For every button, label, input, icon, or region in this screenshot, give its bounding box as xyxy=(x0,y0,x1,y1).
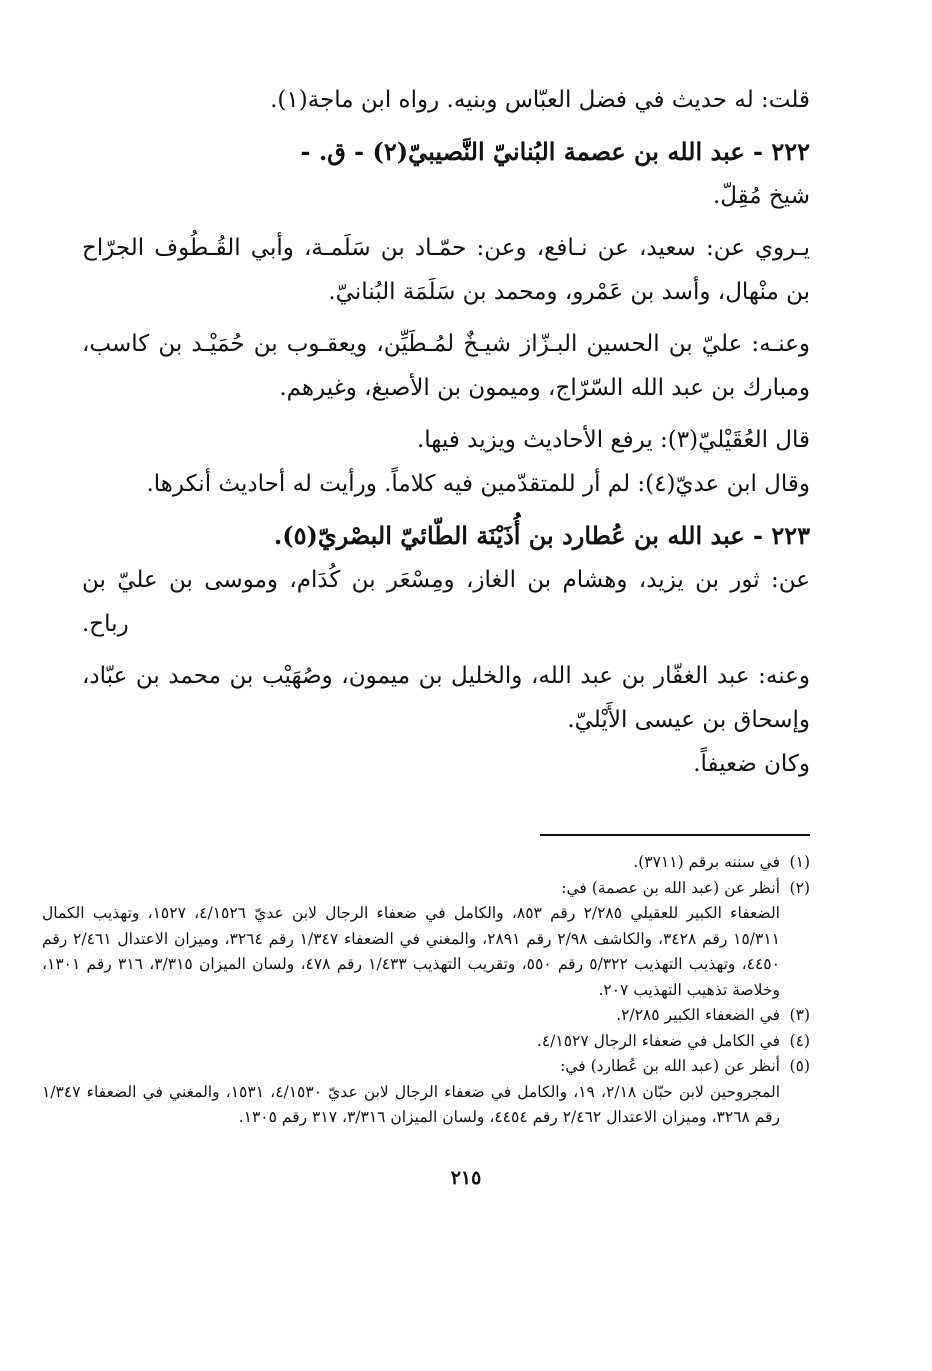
main-text xyxy=(82,78,810,786)
footnote-text: في الضعفاء الكبير ٢/٢٨٥. xyxy=(616,1006,780,1024)
footnote-number: (٣) xyxy=(789,1006,810,1024)
footnote-3 xyxy=(82,1003,810,1029)
entry-222-ibn-adi: وقال ابن عديّ(٤): لم أر للمتقدّمين فيه كلاماً. ورأيت له أحاديث أنكرها. xyxy=(146,471,810,497)
footnote-text: أنظر عن (عبد الله بن عصمة) في: xyxy=(561,878,780,897)
footnote-4 xyxy=(82,1029,810,1055)
footnote-2-body: الضعفاء الكبير للعقيلي ٢/٢٨٥ رقم ٨٥٣، والكامل في ضعفاء الرجال لابن عديّ ٤/١٥٢٦، ١٥٢٧، وتهذيب الكمال ١٥/٣١١ رقم ٣٤٢٨، والكاشف ٢/٩٨ رقم ٢٨٩١، والمغني في الضعفاء ١/٣٤٧ رقم ٣٢٦٤، وميزان الاعتدال ٢/٤٦١ رقم ٤٤٥٠، وتهذيب التهذيب ٥/٣٢٢ رقم ٥٥٠، وتقريب التهذيب ١/٤٣٣ رقم ٤٧٨، ولسان الميزان ٣/٣١٥، ٣١٦ رقم ١٣٠١، وخلاصة تذهيب التهذيب ٢٠٧. xyxy=(42,904,780,999)
entry-223-narrates-from: عن: ثور بن يزيد، وهشام بن الغاز، ومِسْعَر بن كُدَام، وموسى بن عليّ بن رباح. xyxy=(82,567,810,637)
footnote-number: (٤) xyxy=(789,1031,810,1050)
footnote-separator xyxy=(540,834,810,836)
entry-223-heading: ٢٢٣ - عبد الله بن عُطارد بن أُذَيْنَة الطّائيّ البصْريّ(٥). xyxy=(273,521,810,550)
footnotes xyxy=(42,850,810,1131)
footnote-1 xyxy=(82,850,810,876)
footnote-text: أنظر عن (عبد الله بن عُطارد) في: xyxy=(560,1057,780,1075)
footnote-number: (١) xyxy=(789,853,810,871)
entry-222-narrators: وعنـه: عليّ بن الحسين البـزّاز شيـخٌ لمُـطَيِّن، ويعقـوب بن حُمَيْـد بن كاسب، ومبارك بن عبد الله السّرّاج، وميمون بن الأصبغ، وغيرهم. xyxy=(82,331,810,401)
qult-paragraph: قلت: له حديث في فضل العبّاس وبنيه. رواه ابن ماجة(١). xyxy=(270,87,810,113)
entry-222-uqayli: قال العُقَيْليّ(٣): يرفع الأحاديث ويزيد فيها. xyxy=(416,427,810,453)
entry-222-narrates-from: يـروي عن: سعيد، عن نـافع، وعن: حمّـاد بن سَلَمـة، وأبي القُـطُوف الجرّاح بن منْهال، وأسد بن عَمْرو، ومحمد بن سَلَمَة البُنانيّ. xyxy=(82,235,810,305)
footnote-5 xyxy=(82,1054,810,1080)
entry-222-heading: ٢٢٢ - عبد الله بن عصمة البُنانيّ النَّصيبيّ(٢) - ق. - xyxy=(300,137,810,166)
page-number: ٢١٥ xyxy=(450,1166,482,1189)
footnote-text: في الكامل في ضعفاء الرجال ٤/١٥٢٧. xyxy=(536,1031,780,1050)
footnote-text: في سننه برقم (٣٧١١). xyxy=(633,853,780,871)
footnote-number: (٥) xyxy=(789,1057,810,1075)
entry-222-subtitle: شيخ مُقِلّ. xyxy=(712,183,810,209)
entry-223-narrators: وعنه: عبد الغفّار بن عبد الله، والخليل بن ميمون، وصُهَيْب بن محمد بن عبّاد، وإسحاق بن عيسى الأَيْليّ. xyxy=(82,663,810,733)
entry-223-verdict: وكان ضعيفاً. xyxy=(693,751,810,777)
footnote-5-body: المجروحين لابن حبّان ٢/١٨، ١٩، والكامل في ضعفاء الرجال لابن عديّ ٤/١٥٣٠، ١٥٣١، والمغني في الضعفاء ١/٣٤٧ رقم ٣٢٦٨، وميزان الاعتدال ٢/٤٦٢ رقم ٤٤٥٤، ولسان الميزان ٣/٣١٦، ٣١٧ رقم ١٣٠٥. xyxy=(42,1082,781,1126)
footnote-number: (٢) xyxy=(789,878,810,897)
footnote-2 xyxy=(82,876,810,902)
